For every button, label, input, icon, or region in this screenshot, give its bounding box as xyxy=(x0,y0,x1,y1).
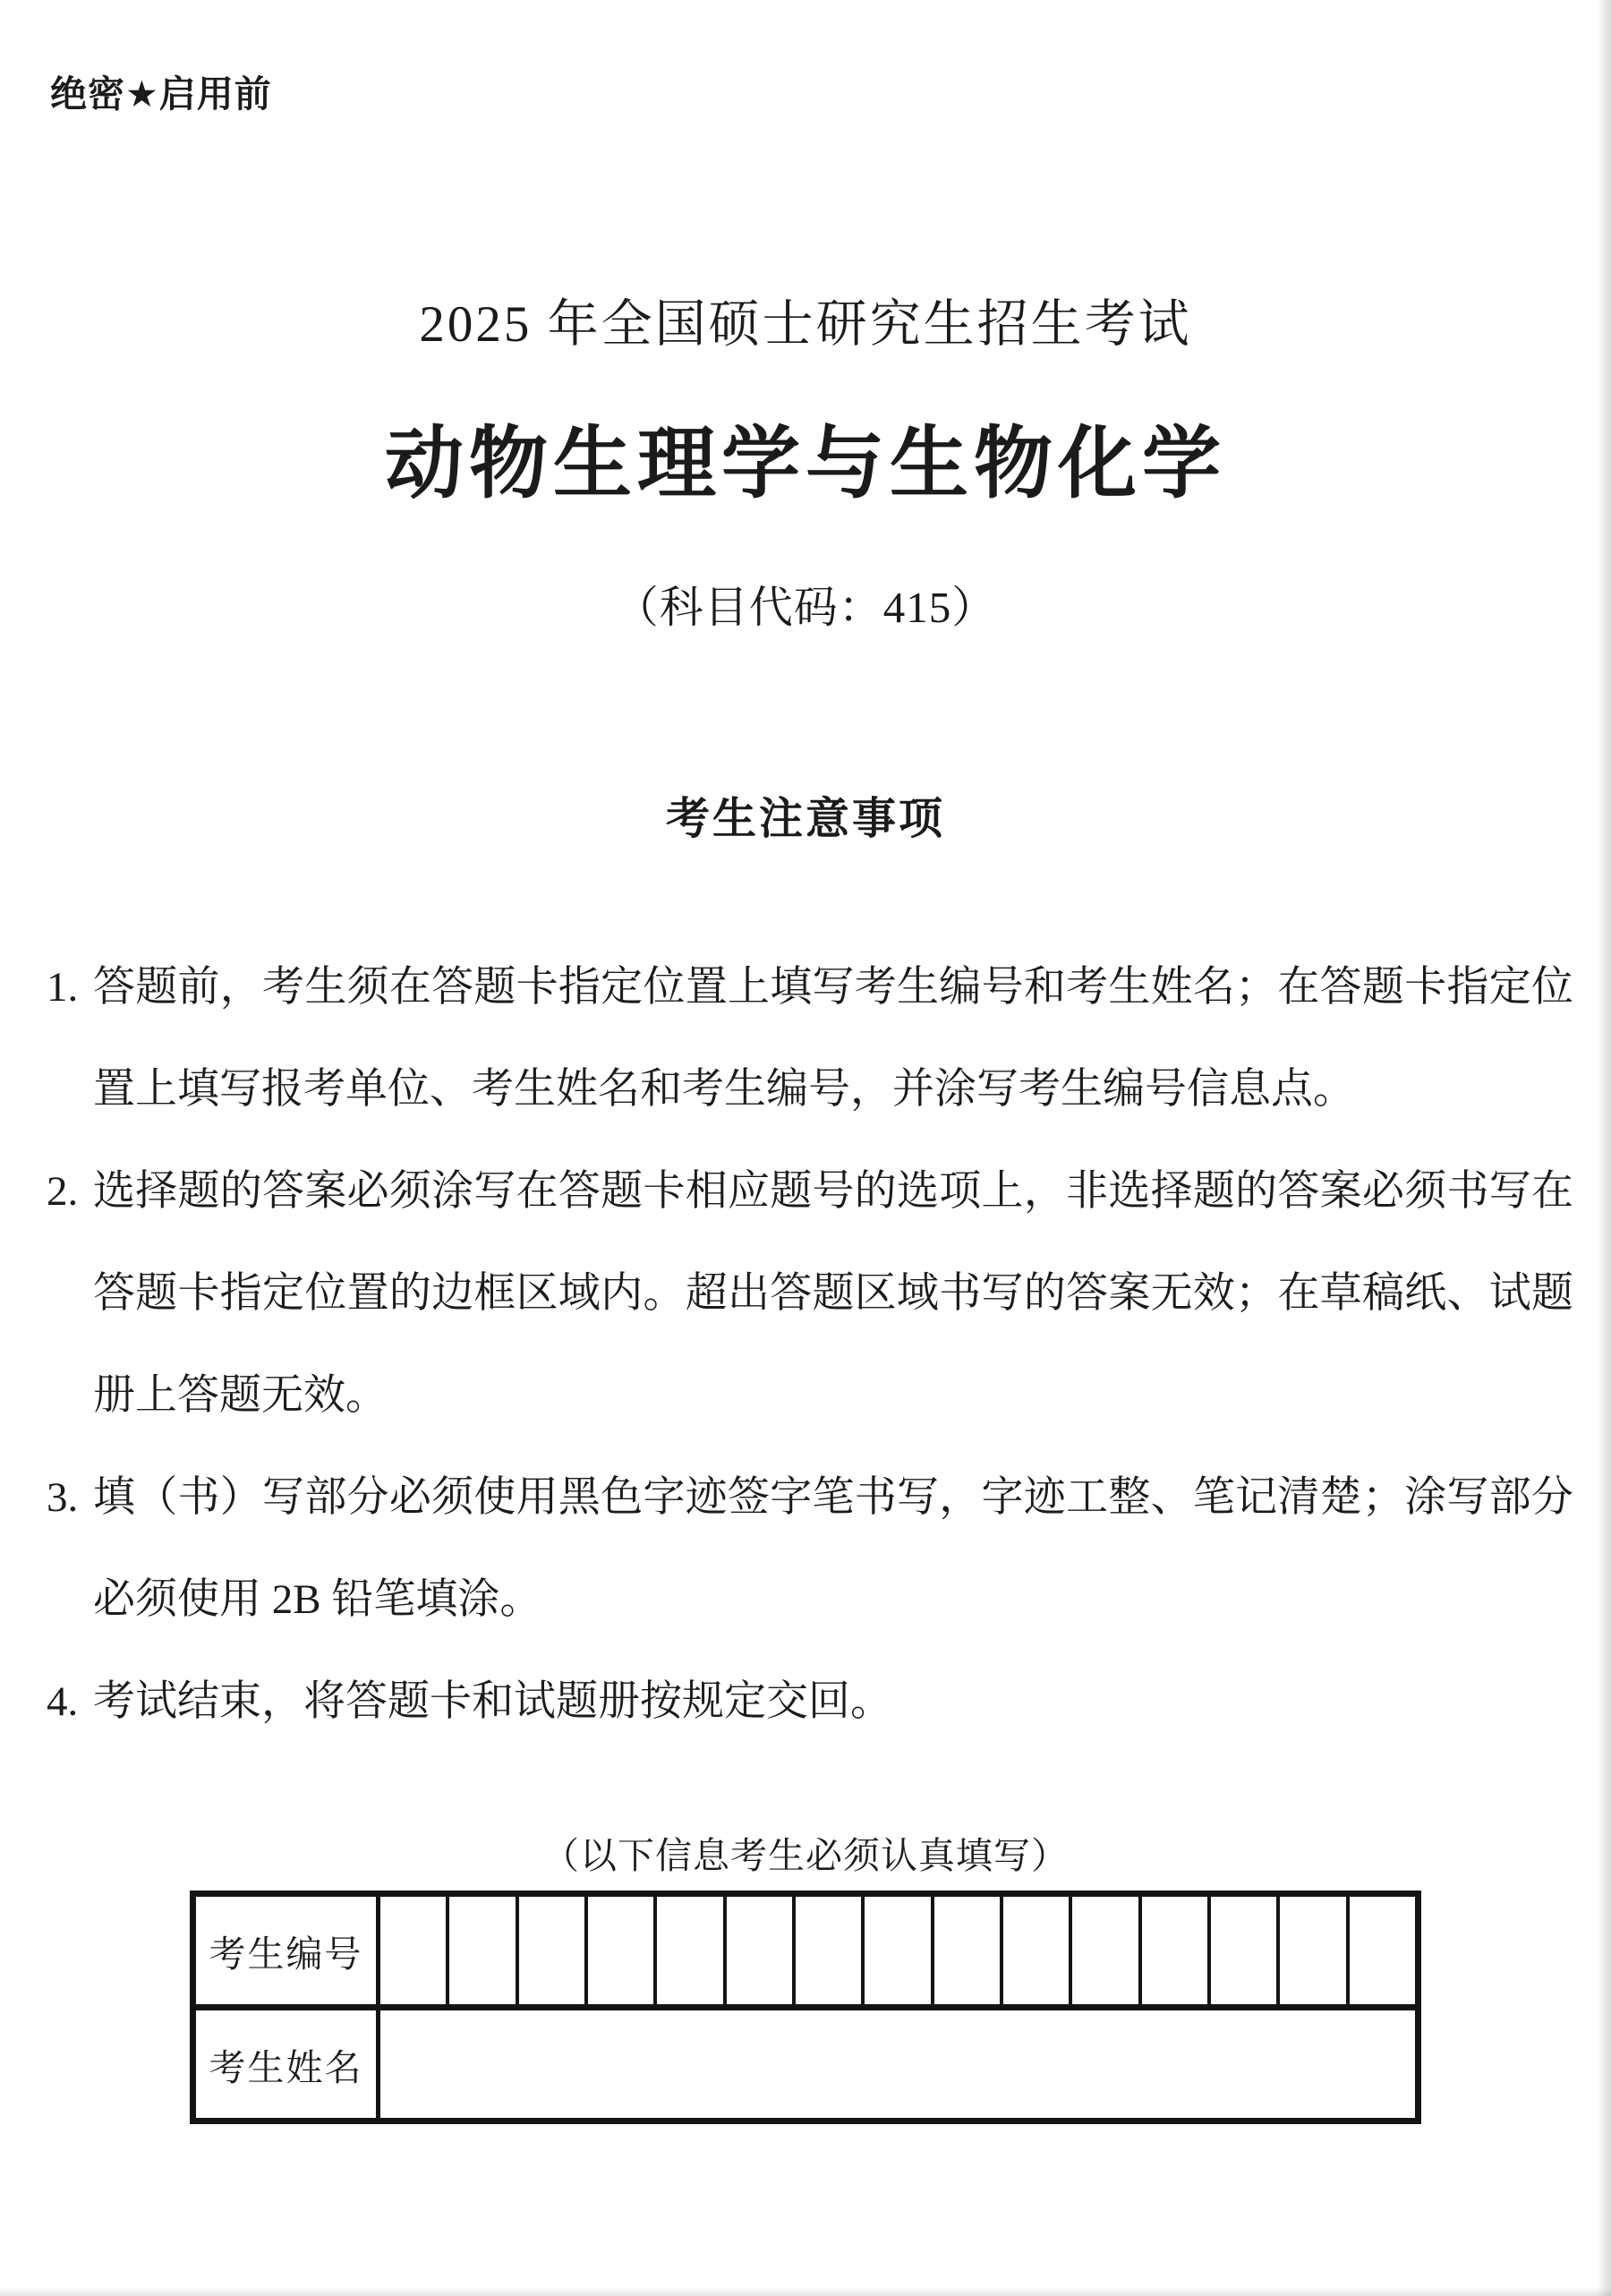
candidate-number-digit-cell xyxy=(1003,1897,1072,2004)
candidate-number-digit-cell xyxy=(934,1897,1003,2004)
notice-item-number: 1. xyxy=(47,964,79,1011)
exam-session-title: 2025 年全国硕士研究生招生考试 xyxy=(419,296,1192,353)
candidate-number-digit-cell xyxy=(1072,1897,1141,2004)
candidate-number-digit-cell xyxy=(865,1897,933,2004)
notice-section-title: 考生注意事项 xyxy=(665,795,945,843)
candidate-number-row xyxy=(196,1897,1415,2004)
candidate-number-digit-cell xyxy=(1211,1897,1280,2004)
candidate-number-digit-cell xyxy=(1350,1897,1415,2004)
notice-item-number: 3. xyxy=(47,1474,79,1521)
notice-item xyxy=(47,936,1573,1140)
subject-title: 动物生理学与生物化学 xyxy=(384,419,1226,508)
candidate-number-digit-cell xyxy=(519,1897,588,2004)
fill-instruction-note: （以下信息考生必须认真填写） xyxy=(542,1835,1069,1876)
notice-item-number: 4. xyxy=(47,1678,79,1725)
notice-item xyxy=(47,1447,1573,1651)
notice-item-number: 2. xyxy=(47,1168,79,1215)
notice-item-text: 答题前，考生须在答题卡指定位置上填写考生编号和考生姓名；在答题卡指定位置上填写报考单位、考生姓名和考生编号，并涂写考生编号信息点。 xyxy=(93,964,1573,1113)
candidate-number-digit-cell xyxy=(796,1897,865,2004)
candidate-name-row xyxy=(196,2004,1415,2118)
scan-edge-shadow-bottom xyxy=(0,2287,1611,2296)
candidate-number-digit-cell xyxy=(1280,1897,1349,2004)
notice-item xyxy=(47,1651,1573,1753)
candidate-name-cell xyxy=(380,2010,1415,2118)
candidate-info-table xyxy=(190,1891,1421,2124)
candidate-number-cells xyxy=(380,1897,1415,2004)
candidate-number-digit-cell xyxy=(657,1897,726,2004)
notice-item-text: 考试结束，将答题卡和试题册按规定交回。 xyxy=(93,1678,892,1725)
notice-item-text: 选择题的答案必须涂写在答题卡相应题号的选项上，非选择题的答案必须书写在答题卡指定位置的边框区域内。超出答题区域书写的答案无效；在草稿纸、试题册上答题无效。 xyxy=(93,1168,1573,1419)
candidate-number-label: 考生编号 xyxy=(196,1897,380,2004)
notice-list xyxy=(47,936,1573,1753)
candidate-number-digit-cell xyxy=(727,1897,796,2004)
notice-item-text: 填（书）写部分必须使用黑色字迹签字笔书写，字迹工整、笔记清楚；涂写部分必须使用 2B 铅笔填涂。 xyxy=(93,1474,1573,1623)
candidate-number-digit-cell xyxy=(588,1897,657,2004)
subject-code: （科目代码：415） xyxy=(614,583,997,632)
candidate-number-digit-cell xyxy=(380,1897,449,2004)
candidate-number-digit-cell xyxy=(1142,1897,1211,2004)
candidate-number-digit-cell xyxy=(449,1897,518,2004)
notice-item xyxy=(47,1140,1573,1447)
candidate-name-label: 考生姓名 xyxy=(196,2010,380,2118)
classification-label: 绝密★启用前 xyxy=(50,73,272,115)
